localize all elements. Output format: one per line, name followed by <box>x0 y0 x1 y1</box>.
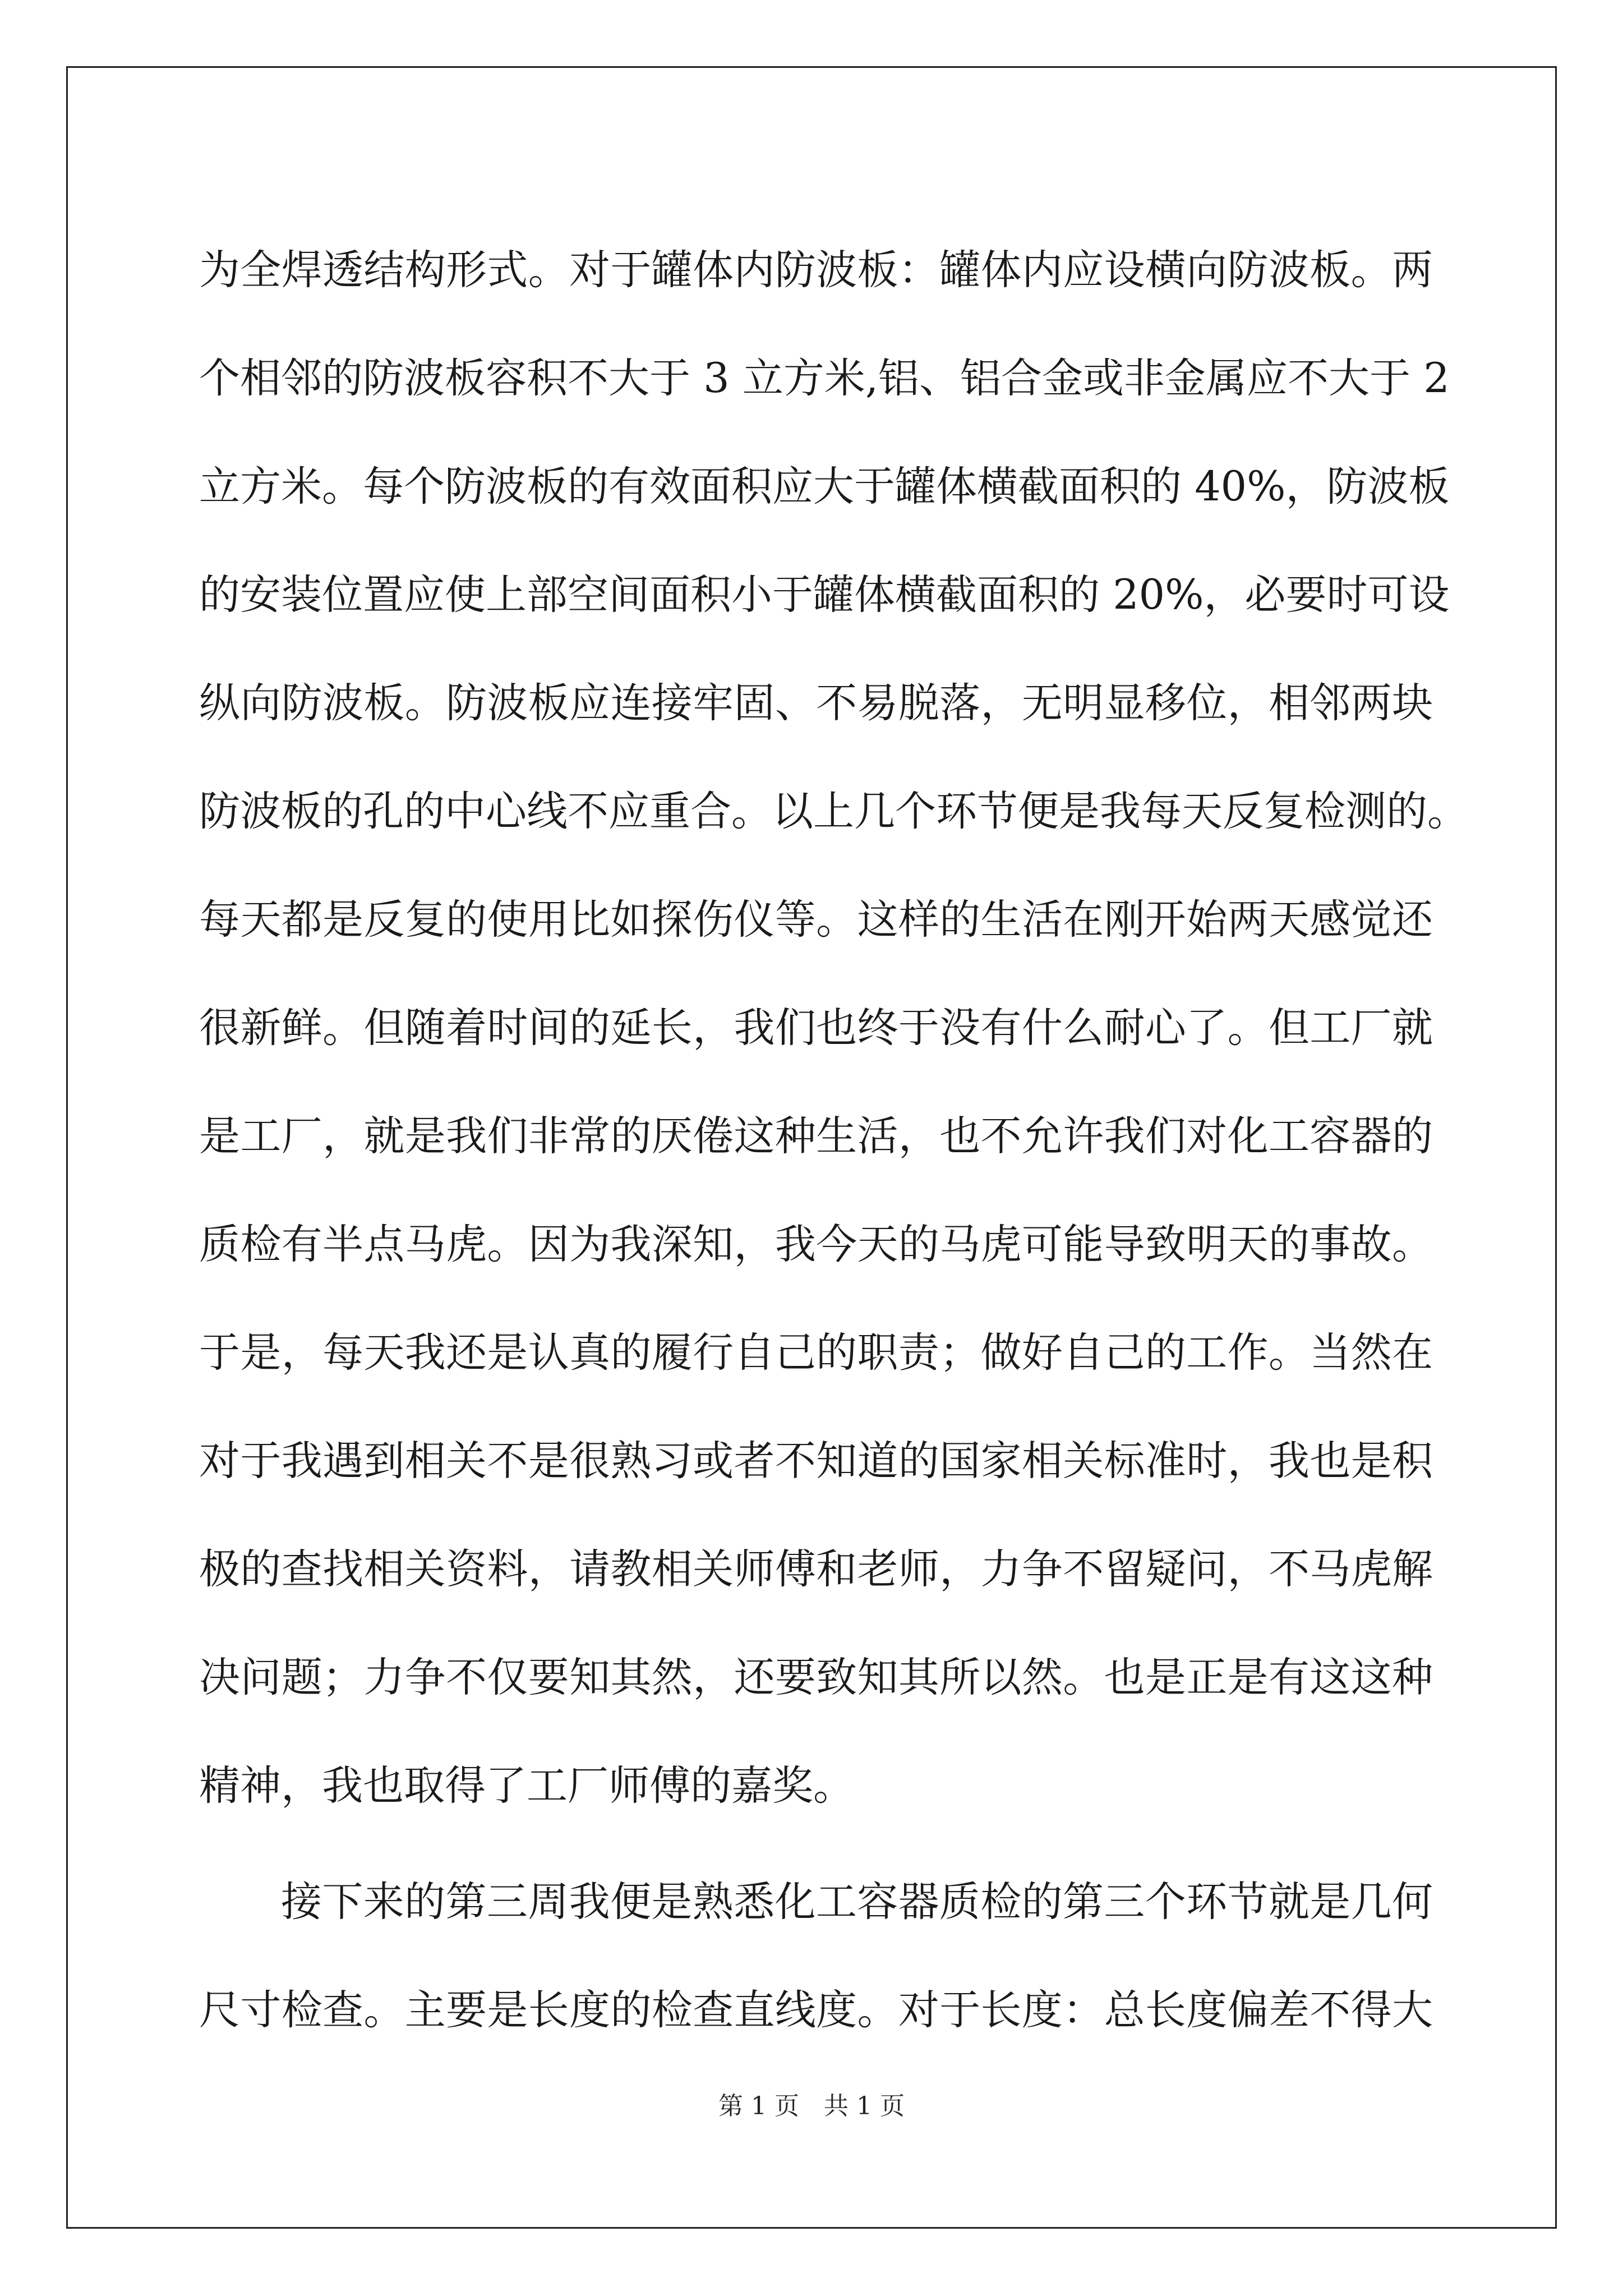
document-body <box>199 216 1468 2064</box>
text-line: 决问题；力争不仅要知其然，还要致知其所以然。也是正是有这这种 <box>199 1654 1433 1701</box>
text-line: 质检有半点马虎。因为我深知，我今天的马虎可能导致明天的事故。 <box>199 1221 1433 1268</box>
text-line: 防波板的孔的中心线不应重合。以上几个环节便是我每天反复检测的。 <box>199 788 1468 835</box>
text-line: 每天都是反复的使用比如探伤仪等。这样的生活在刚开始两天感觉还 <box>199 896 1433 944</box>
paragraph-first-line: 接下来的第三周我便是熟悉化工容器质检的第三个环节就是几何 <box>281 1878 1433 1926</box>
text-line: 纵向防波板。防波板应连接牢固、不易脱落，无明显移位，相邻两块 <box>199 679 1433 727</box>
text-line: 对于我遇到相关不是很熟习或者不知道的国家相关标准时，我也是积 <box>199 1437 1433 1485</box>
text-line: 个相邻的防波板容积不大于 3 立方米,铝、铝合金或非金属应不大于 2 <box>199 355 1450 402</box>
text-line: 精神，我也取得了工厂师傅的嘉奖。 <box>199 1762 854 1810</box>
text-line: 很新鲜。但随着时间的延长，我们也终于没有什么耐心了。但工厂就 <box>199 1004 1433 1052</box>
text-line: 极的查找相关资料，请教相关师傅和老师，力争不留疑问，不马虎解 <box>199 1545 1433 1593</box>
text-line: 于是，每天我还是认真的履行自己的职责；做好自己的工作。当然在 <box>199 1329 1433 1377</box>
text-line: 的安装位置应使上部空间面积小于罐体横截面积的 20%，必要时可设 <box>199 571 1450 619</box>
text-line: 是工厂，就是我们非常的厌倦这种生活，也不允许我们对化工容器的 <box>199 1112 1433 1160</box>
text-line: 立方米。每个防波板的有效面积应大于罐体横截面积的 40%，防波板 <box>199 463 1450 510</box>
text-line: 为全焊透结构形式。对于罐体内防波板：罐体内应设横向防波板。两 <box>199 246 1433 294</box>
page-number-footer: 第 1 页 共 1 页 <box>718 2092 905 2120</box>
text-line: 尺寸检查。主要是长度的检查直线度。对于长度：总长度偏差不得大 <box>199 1986 1433 2034</box>
